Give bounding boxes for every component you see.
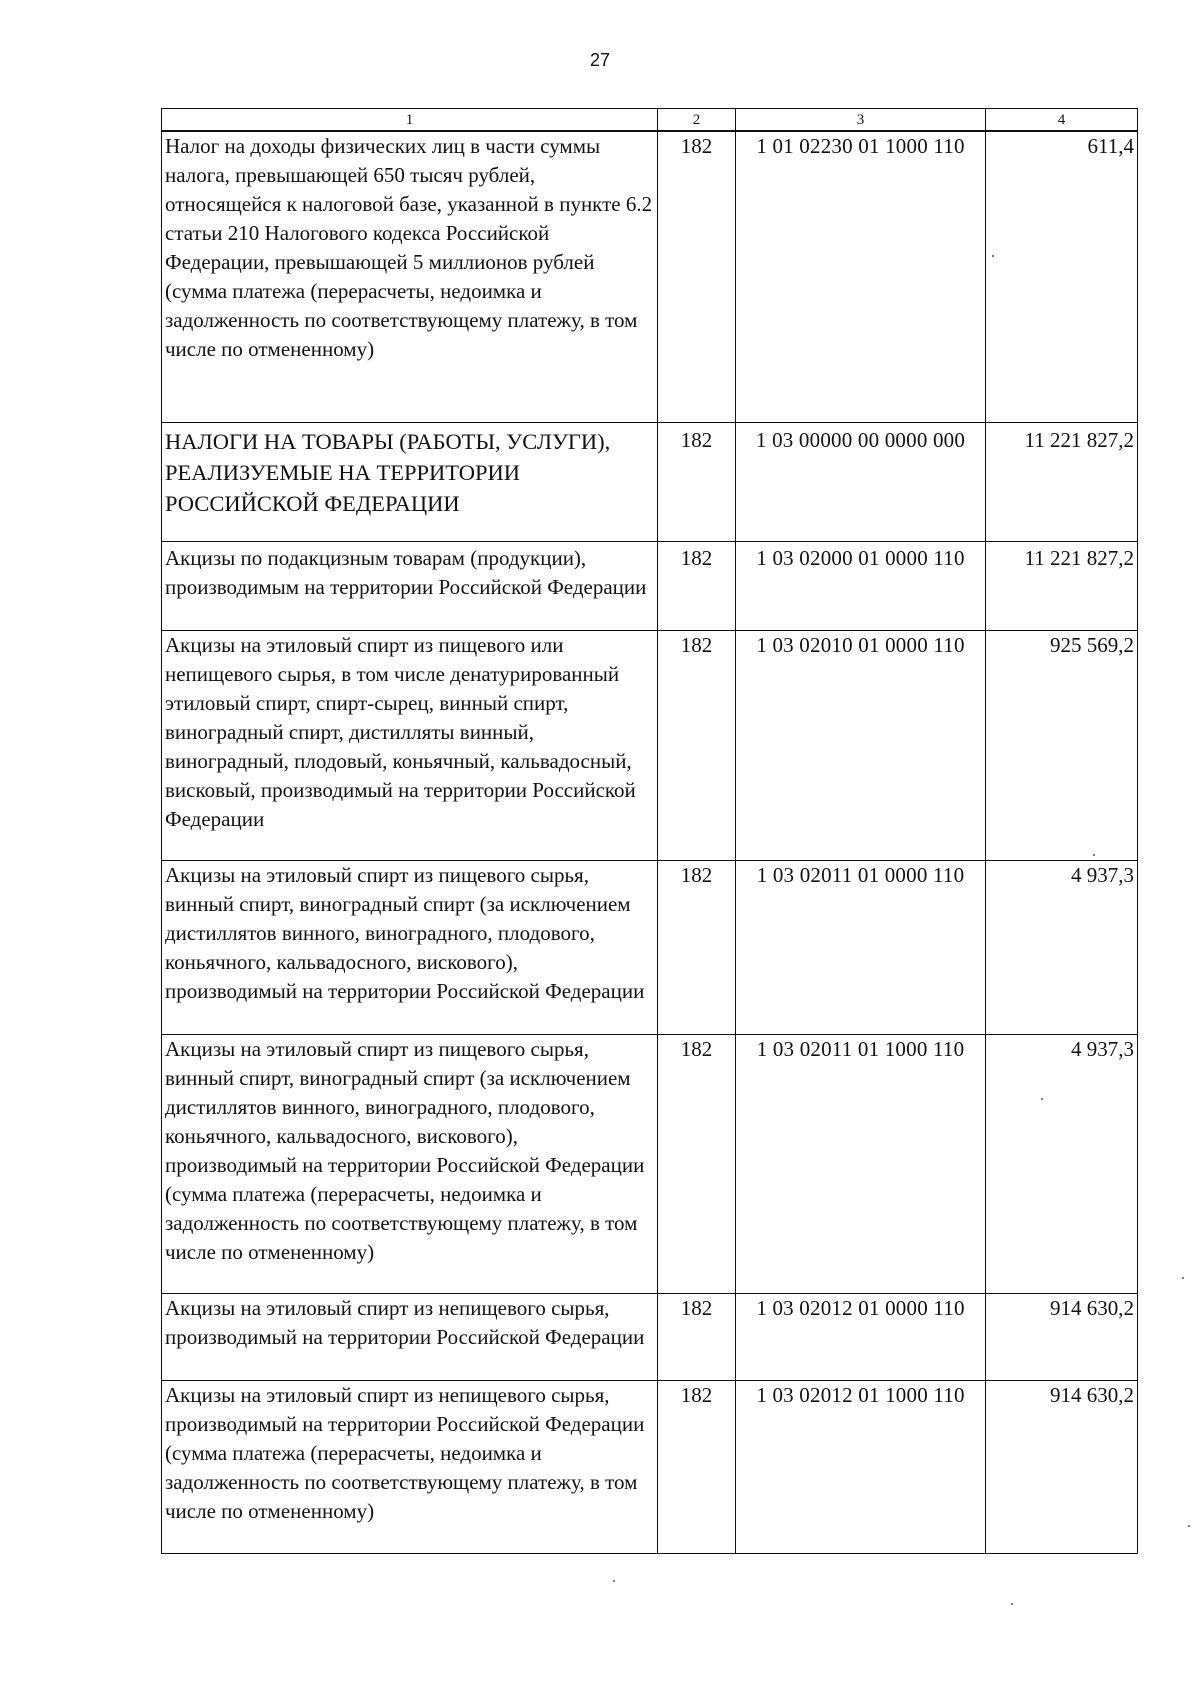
revenue-name-cell: Акцизы на этиловый спирт из пищевого или непищевого сырья, в том числе денатурированный этиловый спирт, спирт-сырец, винный спирт, виноградный спирт, дистилляты винный, виноградный, плодовый, коньячный, кальвадосный, висковый, производимый на территории Российской Федерации bbox=[162, 631, 658, 861]
table-row bbox=[162, 1035, 1138, 1294]
amount-cell: 11 221 827,2 bbox=[986, 423, 1138, 542]
table-row bbox=[162, 1381, 1138, 1554]
admin-code-cell: 182 bbox=[658, 631, 736, 861]
table-row bbox=[162, 1294, 1138, 1381]
amount-cell: 914 630,2 bbox=[986, 1294, 1138, 1381]
classification-code-cell: 1 03 02012 01 1000 110 bbox=[736, 1381, 986, 1554]
admin-code-cell: 182 bbox=[658, 423, 736, 542]
scan-speck bbox=[1182, 1277, 1184, 1279]
scan-speck bbox=[992, 255, 994, 257]
admin-code-cell: 182 bbox=[658, 131, 736, 423]
revenue-name-cell: Акцизы на этиловый спирт из пищевого сырья, винный спирт, виноградный спирт (за исключением дистиллятов винного, виноградного, плодового, коньячного, кальвадосного, вискового), производимый на территории Российской Федерации bbox=[162, 861, 658, 1035]
budget-revenue-table bbox=[161, 108, 1138, 1554]
amount-cell: 925 569,2 bbox=[986, 631, 1138, 861]
table-header-row bbox=[162, 109, 1138, 132]
classification-code-cell: 1 01 02230 01 1000 110 bbox=[736, 131, 986, 423]
revenue-name-cell: Акцизы на этиловый спирт из непищевого сырья, производимый на территории Российской Федерации bbox=[162, 1294, 658, 1381]
admin-code-cell: 182 bbox=[658, 1035, 736, 1294]
column-header-3: 3 bbox=[736, 109, 986, 132]
admin-code-cell: 182 bbox=[658, 542, 736, 631]
amount-cell: 4 937,3 bbox=[986, 861, 1138, 1035]
admin-code-cell: 182 bbox=[658, 1294, 736, 1381]
table-row bbox=[162, 542, 1138, 631]
scan-speck bbox=[1011, 1603, 1013, 1605]
scan-speck bbox=[613, 1580, 615, 1582]
column-header-2: 2 bbox=[658, 109, 736, 132]
amount-cell: 914 630,2 bbox=[986, 1381, 1138, 1554]
scan-speck bbox=[1093, 854, 1095, 856]
revenue-name-cell: Акцизы на этиловый спирт из непищевого сырья, производимый на территории Российской Федерации (сумма платежа (перерасчеты, недоимка и задолженность по соответствующему платежу, в том числе по отмененному) bbox=[162, 1381, 658, 1554]
revenue-name-cell: Налог на доходы физических лиц в части суммы налога, превышающей 650 тысяч рублей, относящейся к налоговой базе, указанной в пункте 6.2 статьи 210 Налогового кодекса Российской Федерации, превышающей 5 миллионов рублей (сумма платежа (перерасчеты, недоимка и задолженность по соответствующему платежу, в том числе по отмененному) bbox=[162, 131, 658, 423]
amount-cell: 611,4 bbox=[986, 131, 1138, 423]
admin-code-cell: 182 bbox=[658, 861, 736, 1035]
revenue-name-cell: Акцизы по подакцизным товарам (продукции), производимым на территории Российской Федерации bbox=[162, 542, 658, 631]
classification-code-cell: 1 03 02012 01 0000 110 bbox=[736, 1294, 986, 1381]
classification-code-cell: 1 03 00000 00 0000 000 bbox=[736, 423, 986, 542]
scan-speck bbox=[1188, 1525, 1190, 1527]
table-row bbox=[162, 861, 1138, 1035]
column-header-1: 1 bbox=[162, 109, 658, 132]
table-row bbox=[162, 631, 1138, 861]
table-row bbox=[162, 423, 1138, 542]
classification-code-cell: 1 03 02010 01 0000 110 bbox=[736, 631, 986, 861]
admin-code-cell: 182 bbox=[658, 1381, 736, 1554]
classification-code-cell: 1 03 02000 01 0000 110 bbox=[736, 542, 986, 631]
amount-cell: 11 221 827,2 bbox=[986, 542, 1138, 631]
page-number: 27 bbox=[589, 50, 611, 70]
scan-speck bbox=[1041, 1098, 1043, 1100]
revenue-name-cell: Акцизы на этиловый спирт из пищевого сырья, винный спирт, виноградный спирт (за исключением дистиллятов винного, виноградного, плодового, коньячного, кальвадосного, вискового), производимый на территории Российской Федерации (сумма платежа (перерасчеты, недоимка и задолженность по соответствующему платежу, в том числе по отмененному) bbox=[162, 1035, 658, 1294]
revenue-name-cell: НАЛОГИ НА ТОВАРЫ (РАБОТЫ, УСЛУГИ), РЕАЛИЗУЕМЫЕ НА ТЕРРИТОРИИ РОССИЙСКОЙ ФЕДЕРАЦИИ bbox=[162, 423, 658, 542]
column-header-4: 4 bbox=[986, 109, 1138, 132]
table-row bbox=[162, 131, 1138, 423]
classification-code-cell: 1 03 02011 01 0000 110 bbox=[736, 861, 986, 1035]
amount-cell: 4 937,3 bbox=[986, 1035, 1138, 1294]
classification-code-cell: 1 03 02011 01 1000 110 bbox=[736, 1035, 986, 1294]
